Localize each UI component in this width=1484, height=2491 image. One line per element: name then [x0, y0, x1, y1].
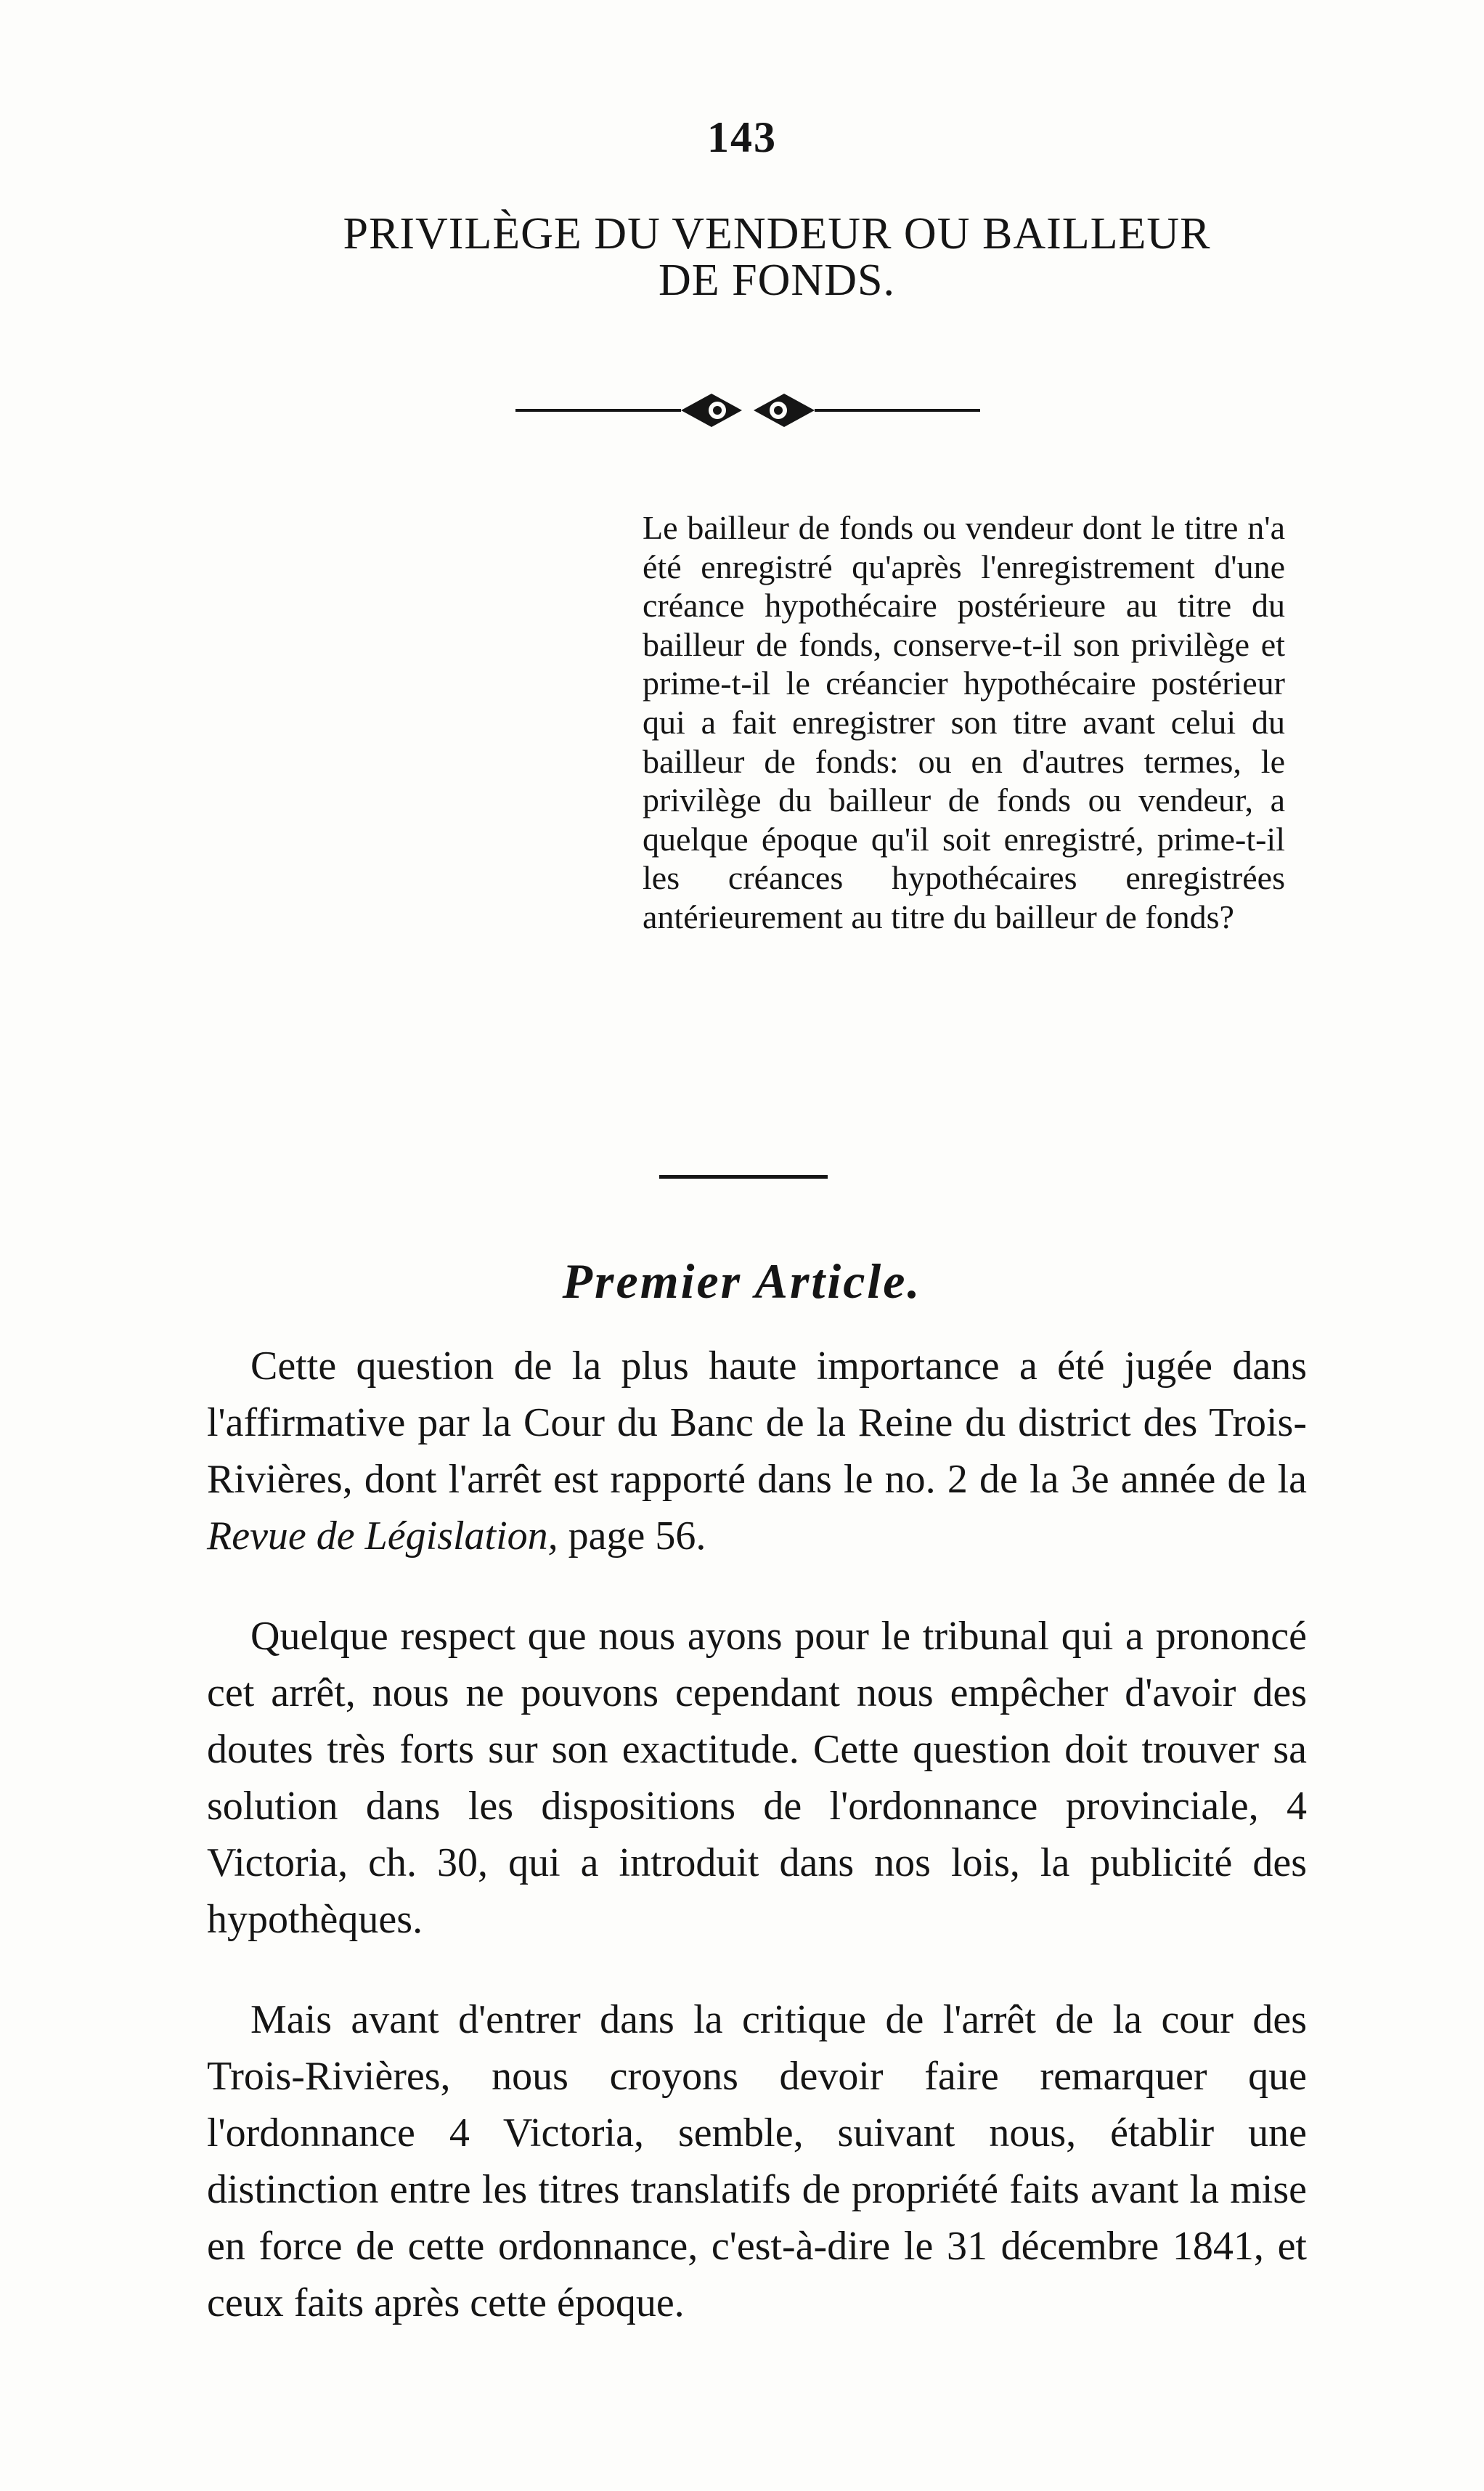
paragraph-3: Mais avant d'entrer dans la critique de l'arrêt de la cour des Trois-Rivières, nous croyons devoir faire remarquer que l'ordonnance 4 Victoria, semble, suivant nous, établir une distinction entre les titres translatifs de propriété faits avant la mise en force de cette ordonnance, c'est-à-dire le 31 décembre 1841, et ceux faits après cette époque. [207, 1997, 1307, 2325]
title-line-2: DE FONDS. [659, 256, 895, 305]
section-divider [659, 1175, 828, 1179]
title-line-1: PRIVILÈGE DU VENDEUR OU BAILLEUR [343, 209, 1211, 259]
body-text [207, 1338, 1307, 2375]
section-heading: Premier Article. [562, 1253, 922, 1309]
paragraph-1: Cette question de la plus haute importance a été jugée dans l'affirmative par la Cour du Banc de la Reine du district des Trois-Rivières, dont l'arrêt est rapporté dans le no. 2 de la 3e année de la Revue de Législation, page 56. [207, 1344, 1307, 1559]
double-diamond-ornament-icon [515, 385, 980, 436]
page-number: 143 [707, 113, 777, 161]
journal-title: Revue de Législation, [207, 1513, 558, 1559]
paragraph-2: Quelque respect que nous ayons pour le tribunal qui a prononcé cet arrêt, nous ne pouvons cependant nous empêcher d'avoir des doutes très forts sur son exactitude. Cette question doit trouver sa solution dans les dispositions de l'ordonnance provinciale, 4 Victoria, ch. 30, qui a introduit dans nos lois, la publicité des hypothèques. [207, 1614, 1307, 1942]
question-abstract: Le bailleur de fonds ou vendeur dont le titre n'a été enregistré qu'après l'enregistrement d'une créance hypothécaire postérieure au titre du bailleur de fonds, conserve-t-il son privilège et prime-t-il le créancier hypothécaire postérieur qui a fait enregistrer son titre avant celui du bailleur de fonds: ou en d'autres termes, le privilège du bailleur de fonds ou vendeur, a quelque époque qu'il soit enregistré, prime-t-il les créances hypothécaires enregistrées antérieurement au titre du bailleur de fonds? [643, 509, 1285, 935]
page-title [174, 211, 1379, 304]
